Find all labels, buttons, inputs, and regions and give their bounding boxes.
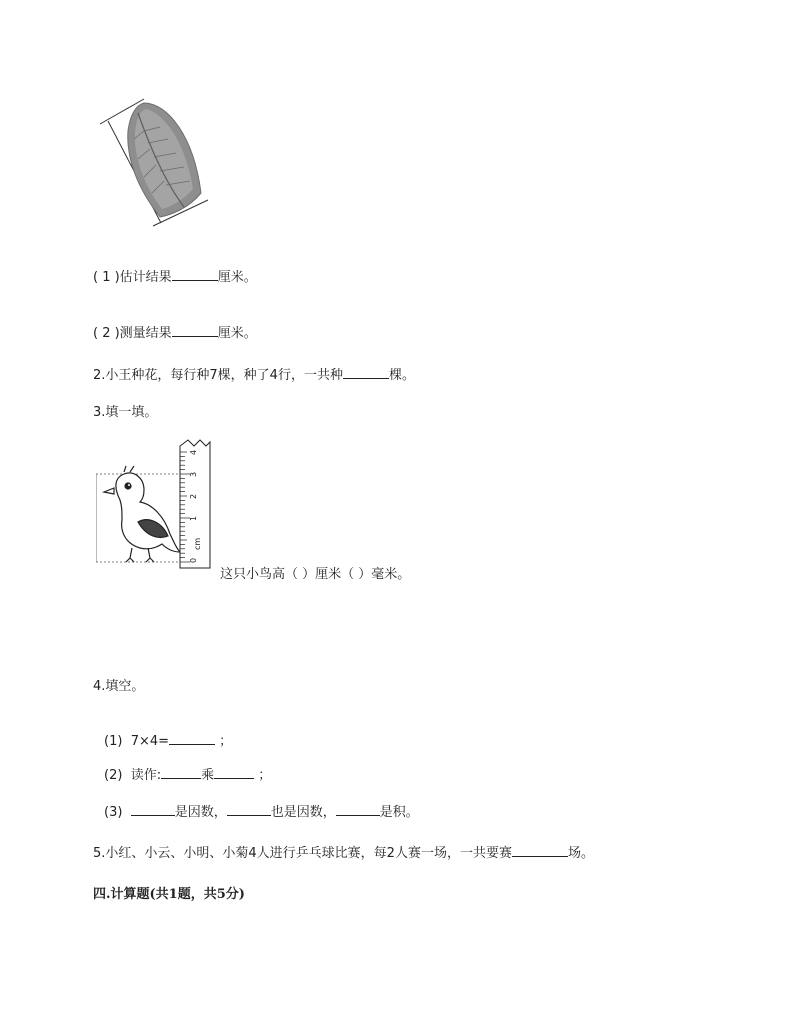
bird-ruler-figure [96,436,220,570]
q4-item3-blank-b[interactable] [227,803,271,816]
q4-item1-num: (1) [104,734,123,749]
q4-title: 4.填空。 [93,679,145,694]
ruler-tick-2: 2 [189,493,198,499]
ruler-tick-1: 1 [189,515,198,521]
bird-drawing [104,466,180,562]
leaf-shape [128,103,201,217]
q1-part1-blank[interactable] [172,268,218,281]
q1-part2 [93,322,257,341]
q4-item2-blank-b[interactable] [214,766,254,779]
q4-item3-num: (3) [104,805,123,820]
q1-part1-prefix: ( 1 )估计结果 [93,270,172,285]
q4-item2-mid: 乘 [201,768,215,783]
q4-item2 [104,764,271,783]
q4-item1-end: ； [219,734,233,749]
q4-item3 [104,801,419,820]
ruler-tick-4: 4 [189,449,198,455]
q4-item1-text: 7×4= [130,734,170,749]
ruler-tick-0: 0 [189,557,198,563]
q4-item3-b: 也是因数， [270,805,336,820]
q4-item2-end: ； [258,768,272,783]
leaf-figure [98,97,210,229]
q4-item3-a: 是因数， [174,805,227,820]
q4-item1 [104,730,232,749]
q4-item2-num: (2) [104,768,123,783]
q1-part2-suffix: 厘米。 [217,326,257,341]
q3-sentence: 这只小鸟高（ ）厘米（ ）毫米。 [220,567,411,582]
q1-part2-prefix: ( 2 )测量结果 [93,326,172,341]
q1-part1 [93,266,257,285]
ruler [180,440,210,568]
q2-suffix: 棵。 [388,368,415,383]
q4-item2-text: 读作: [130,768,162,783]
q5-suffix: 场。 [567,846,594,861]
q5 [93,842,594,861]
q2-text: 2.小王种花，每行种7棵，种了4行，一共种 [93,368,343,383]
ruler-tick-3: 3 [189,471,198,477]
q1-part1-suffix: 厘米。 [217,270,257,285]
q5-text: 5.小红、小云、小明、小菊4人进行乒乓球比赛，每2人赛一场，一共要赛 [93,846,512,861]
ruler-unit: cm [193,537,202,550]
q4-item2-blank-a[interactable] [161,766,201,779]
q4-item3-blank-a[interactable] [131,803,175,816]
q4-item3-blank-c[interactable] [336,803,380,816]
q1-part2-blank[interactable] [172,324,218,337]
q5-blank[interactable] [512,844,568,857]
q3-title: 3.填一填。 [93,405,158,420]
q2 [93,364,415,383]
q2-blank[interactable] [343,366,389,379]
q4-item1-blank[interactable] [169,732,215,745]
q4-item3-c: 是积。 [379,805,419,820]
section4-title: 四.计算题(共1题，共5分) [93,887,245,902]
